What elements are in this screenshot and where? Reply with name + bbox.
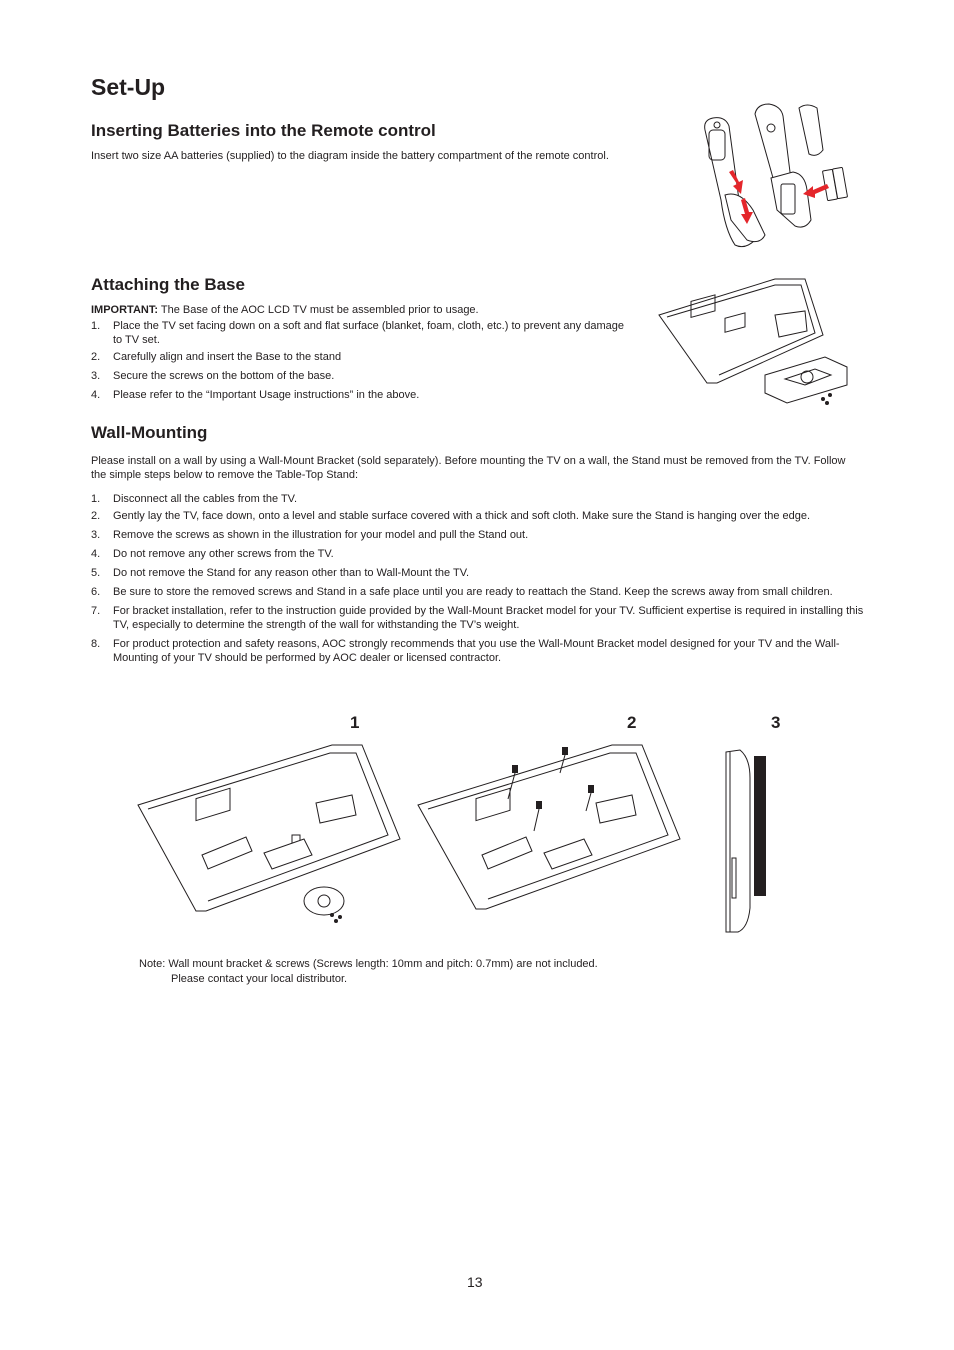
list-item: 5. Do not remove the Stand for any reason other than to Wall-Mount the TV. (91, 567, 470, 579)
list-item: 6. Be sure to store the removed screws and Stand in a safe place until you are ready to reattach the Stand. Keep the screws away from small children. (91, 586, 833, 598)
page-number: 13 (467, 1274, 483, 1290)
list-item: 2. Gently lay the TV, face down, onto a level and stable surface covered with a thick and soft cloth. Make sure the Stand is hanging over the edge. (91, 510, 811, 522)
page-title: Set-Up (91, 74, 166, 100)
important-label: IMPORTANT: (91, 304, 159, 316)
batteries-heading: Inserting Batteries into the Remote control (91, 121, 436, 140)
figure-label-1: 1 (350, 713, 360, 732)
base-heading: Attaching the Base (91, 275, 245, 294)
figure-label-3: 3 (771, 713, 781, 732)
tv-back-bracket-screws-illustration (416, 743, 686, 913)
batteries-text: Insert two size AA batteries (supplied) to the diagram inside the battery compartment of the remote control. (91, 150, 609, 162)
wall-heading: Wall-Mounting (91, 423, 208, 442)
tv-base-illustration (655, 275, 855, 415)
list-item: 3. Secure the screws on the bottom of the base. (91, 370, 335, 382)
list-item: 4. Do not remove any other screws from the TV. (91, 548, 334, 560)
list-item: 2. Carefully align and insert the Base to the stand (91, 351, 342, 363)
list-item: 1. Disconnect all the cables from the TV. (91, 493, 298, 505)
wall-intro: Please install on a wall by using a Wall-Mount Bracket (sold separately). Before mounting the TV on a wall, the Stand must be removed from the TV. Follow the simple steps below to remove the Table-Top Stand: (91, 455, 846, 481)
wall-steps (91, 492, 866, 665)
list-item: 7. For bracket installation, refer to the instruction guide provided by the Wall-Mount Bracket model for your TV. Sufficient expertise is required in installing this TV, especially to determine the strength of the wall for withstanding the TV’s weight. (91, 605, 864, 631)
important-text: The Base of the AOC LCD TV must be assembled prior to usage. (158, 304, 479, 316)
base-steps (91, 319, 636, 402)
base-important (91, 303, 631, 317)
note-line-2: Please contact your local distributor. (171, 973, 348, 985)
remote-battery-illustration (695, 100, 855, 250)
list-item: 4. Please refer to the “Important Usage instructions” in the above. (91, 389, 420, 401)
list-item: 8. For product protection and safety reasons, AOC strongly recommends that you use the Wall-Mount Bracket model designed for your TV and the Wall-Mounting of your TV should be performed by AOC dealer or licensed contractor. (91, 638, 840, 664)
list-item: 1. Place the TV set facing down on a soft and flat surface (blanket, foam, cloth, etc.) to prevent any damage to TV set. (91, 320, 624, 346)
list-item: 3. Remove the screws as shown in the illustration for your model and pull the Stand out. (91, 529, 529, 541)
tv-side-view-wall-illustration (720, 748, 770, 936)
figure-label-2: 2 (627, 713, 637, 732)
tv-back-stand-removed-illustration (136, 743, 406, 923)
note-line-1: Note: Wall mount bracket & screws (Screws length: 10mm and pitch: 0.7mm) are not included. (139, 958, 598, 970)
